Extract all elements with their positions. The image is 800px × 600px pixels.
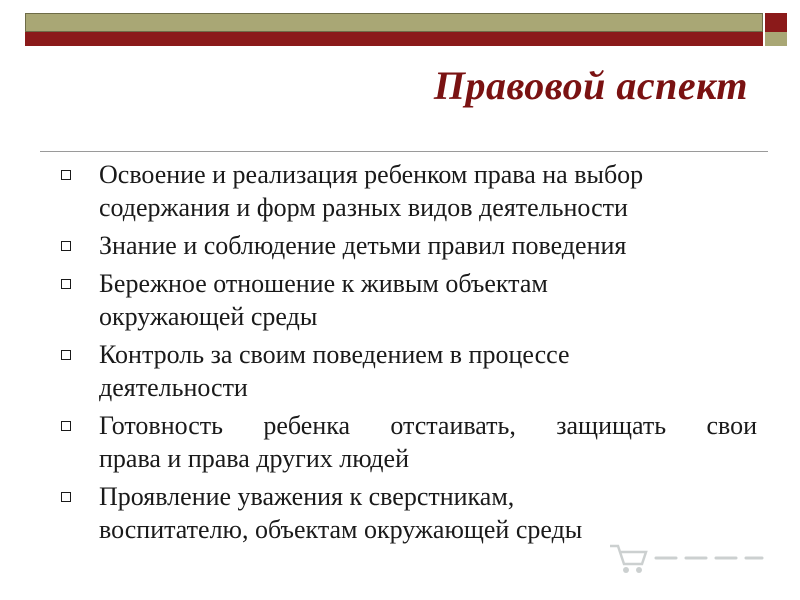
hollow-square-icon — [61, 492, 71, 502]
corner-block-olive — [765, 32, 787, 46]
bullet-text-line: Контроль за своим поведением в процессе — [99, 340, 570, 369]
hollow-square-icon — [61, 241, 71, 251]
bullet-item — [57, 158, 757, 224]
title-divider — [40, 151, 768, 152]
bullet-item — [57, 267, 757, 333]
hollow-square-icon — [61, 170, 71, 180]
bullet-text-line: окружающей среды — [99, 302, 318, 331]
bullet-text-line: Освоение и реализация ребенком права на выбор — [99, 160, 644, 189]
top-band-olive — [25, 13, 763, 32]
hollow-square-icon — [61, 279, 71, 289]
bullet-text-line: Бережное отношение к живым объектам — [99, 269, 548, 298]
bullet-text-line: Знание и соблюдение детьми правил поведения — [99, 231, 627, 260]
bullet-text-line: Готовность ребенка отстаивать, защищать свои — [99, 411, 757, 440]
cart-watermark-icon — [606, 540, 766, 576]
slide-title: Правовой аспект — [433, 63, 748, 108]
bullet-item — [57, 480, 757, 546]
bullet-item — [57, 338, 757, 404]
bullet-text-line: воспитателю, объектам окружающей среды — [99, 515, 583, 544]
bullet-text-line: Проявление уважения к сверстникам, — [99, 482, 515, 511]
hollow-square-icon — [61, 421, 71, 431]
top-band-red — [25, 32, 763, 46]
bullet-list — [57, 158, 757, 551]
bullet-item — [57, 229, 757, 262]
hollow-square-icon — [61, 350, 71, 360]
bullet-text-line: права и права других людей — [99, 444, 409, 473]
bullet-text-line: содержания и форм разных видов деятельности — [99, 193, 628, 222]
bullet-text-line: деятельности — [99, 373, 248, 402]
bullet-item — [57, 409, 757, 475]
corner-block-red — [765, 13, 787, 32]
